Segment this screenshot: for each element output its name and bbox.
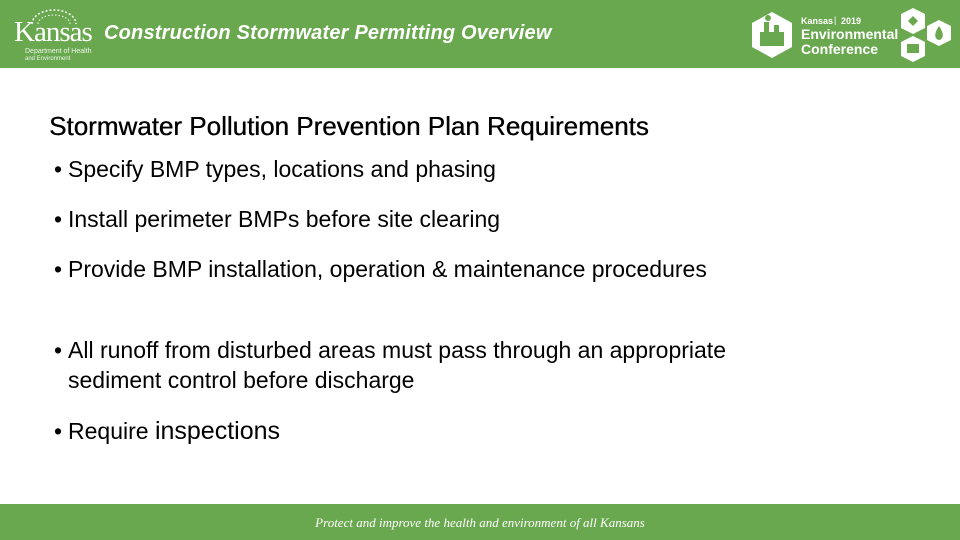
bullet-text: Provide BMP installation, operation & maintenance procedures (68, 256, 707, 282)
bullet-text: Require (68, 418, 155, 444)
bullet-item (54, 254, 754, 284)
kdhe-logo-word: Kansas (14, 16, 92, 48)
bullet-text: Install perimeter BMPs before site clearing (68, 206, 501, 232)
bullet-dot: • (54, 156, 63, 182)
footer-bar (0, 504, 960, 540)
conference-name-line1: Environmental (801, 26, 899, 42)
header-title: Construction Stormwater Permitting Overview (104, 22, 552, 44)
kdhe-logo-environment: and Environment (25, 56, 71, 62)
bullet-text: Specify BMP types, locations and phasing (68, 156, 496, 182)
bullet-emphasis: inspections (154, 417, 281, 445)
conference-separator: | (834, 15, 837, 25)
bullet-dot: • (54, 256, 63, 282)
kdhe-logo-department: Department of Health (25, 48, 92, 55)
bullet-dot: • (54, 418, 63, 444)
kdhe-logo (10, 6, 94, 62)
bullet-text: All runoff from disturbed areas must pass through an appropriate sediment control before discharge (68, 337, 726, 393)
header-bar (0, 0, 960, 68)
bullet-item (54, 416, 814, 446)
bullet-dot: • (54, 337, 63, 363)
bullet-text-container (54, 416, 814, 446)
bullet-item (54, 204, 814, 234)
bullet-dot: • (54, 206, 63, 232)
slide-title: Stormwater Pollution Prevention Plan Requirements (49, 111, 649, 141)
factory-hexagon-icon (744, 6, 800, 64)
environment-hexagons-icon (897, 6, 955, 64)
conference-kansas: Kansas (801, 16, 834, 26)
conference-name-line2: Conference (801, 41, 879, 57)
bullet-item (54, 154, 814, 184)
conference-year: 2019 (841, 16, 862, 26)
conference-logo (744, 6, 954, 64)
bullet-item (54, 335, 744, 395)
footer-tagline: Protect and improve the health and environment of all Kansans (315, 515, 645, 530)
